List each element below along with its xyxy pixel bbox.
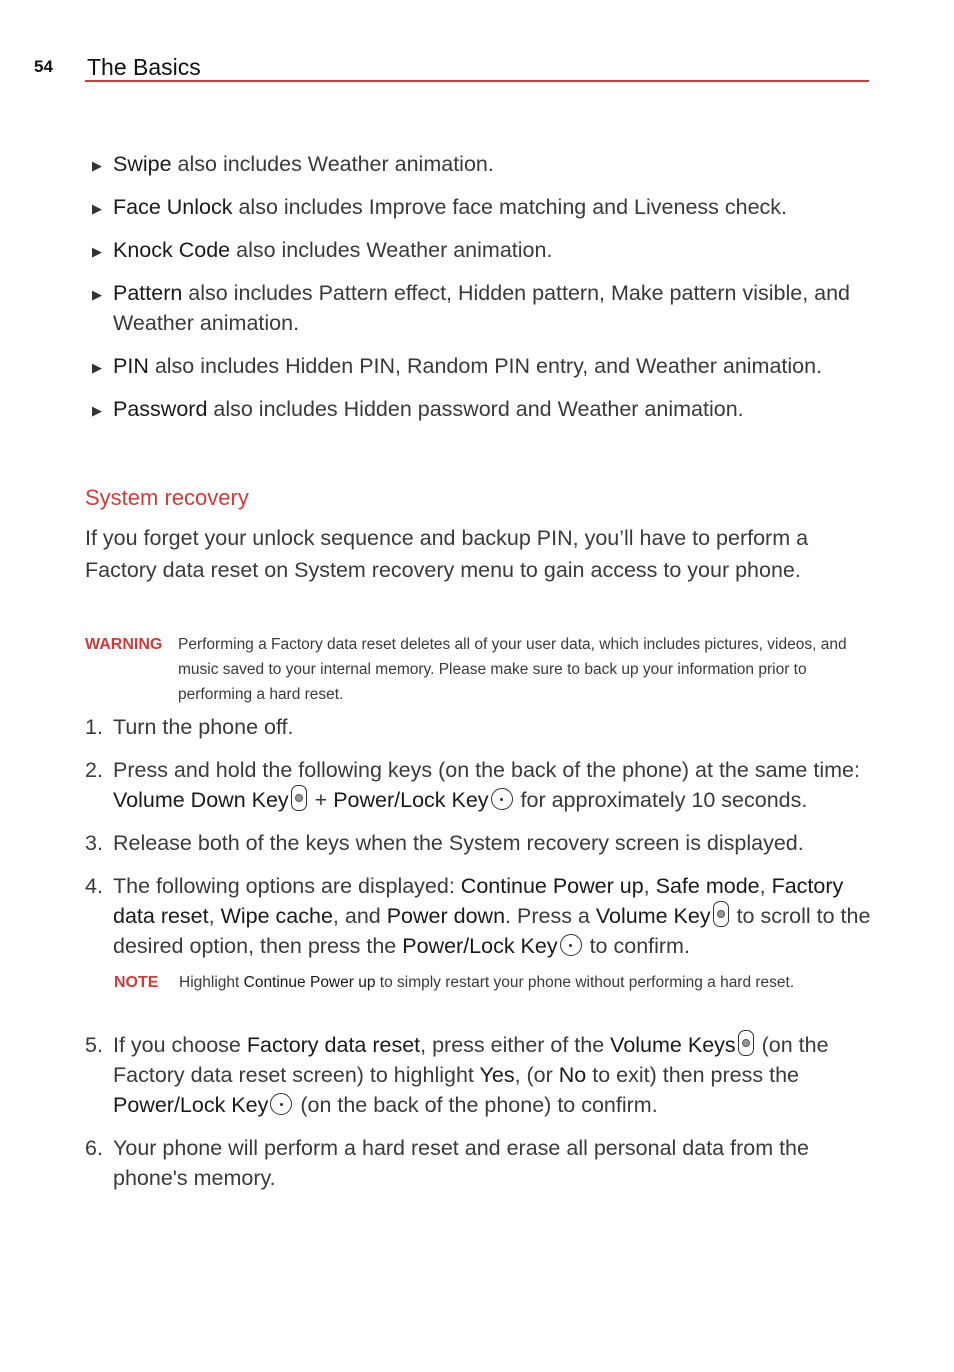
step-text: Your phone will perform a hard reset and erase all personal data from the phone's memory. (113, 1136, 809, 1190)
triangle-bullet-icon: ▶ (92, 201, 102, 216)
step-text: (on the back of the phone) to confirm. (294, 1093, 658, 1117)
step-number: 5. (85, 1033, 103, 1057)
step-text: Turn the phone off. (113, 715, 294, 739)
step-text: , (208, 904, 221, 928)
subsection-heading: System recovery (85, 485, 249, 510)
key-term: Power/Lock Key (402, 934, 558, 958)
triangle-bullet-icon: ▶ (92, 287, 102, 302)
note-text-part: Highlight (179, 974, 244, 991)
option-term: Factory data reset (113, 874, 844, 928)
step-number: 4. (85, 874, 103, 898)
step-text: The following options are displayed: (113, 874, 461, 898)
option-term: PIN (113, 354, 149, 378)
step-text: (on the Factory data reset screen) to highlight (113, 1033, 829, 1087)
option-term: Knock Code (113, 238, 231, 262)
step-text: to confirm. (583, 934, 690, 958)
step-number: 2. (85, 758, 103, 782)
power-lock-key-icon (491, 788, 513, 810)
list-item (88, 278, 868, 338)
step-text: . Press a (505, 904, 596, 928)
key-term: Volume Key (595, 904, 711, 928)
option-desc: also includes Weather animation. (230, 238, 553, 262)
step-4 (85, 871, 875, 961)
option-desc: also includes Hidden password and Weather animation. (207, 397, 744, 421)
step-text: , press either of the (420, 1033, 611, 1057)
triangle-bullet-icon: ▶ (92, 244, 102, 259)
note-text (179, 970, 849, 995)
option-term: Power down (386, 904, 506, 928)
steps-list (85, 712, 875, 1206)
step-text: + (308, 788, 334, 812)
option-term: Factory data reset (246, 1033, 421, 1057)
option-desc: also includes Improve face matching and Liveness check. (232, 195, 788, 219)
key-term: Volume Keys (610, 1033, 736, 1057)
step-text: Press and hold the following keys (on the back of the phone) at the same time: (113, 758, 860, 782)
option-desc: also includes Hidden PIN, Random PIN entry, and Weather animation. (148, 354, 823, 378)
page-number: 54 (34, 57, 53, 76)
list-item (88, 235, 868, 265)
step-text: to exit) then press the (586, 1063, 799, 1087)
step-5 (85, 1030, 875, 1120)
option-term: Safe mode (655, 874, 760, 898)
option-term: Yes (479, 1063, 515, 1087)
step-1 (85, 712, 875, 742)
step-number: 1. (85, 715, 103, 739)
list-item (88, 351, 868, 381)
power-lock-key-icon (270, 1093, 292, 1115)
step-text: , and (332, 904, 387, 928)
option-term: Password (113, 397, 208, 421)
step-2 (85, 755, 875, 815)
list-item (88, 192, 868, 222)
power-lock-key-icon (560, 934, 582, 956)
step-3 (85, 828, 875, 858)
step-text: , (643, 874, 656, 898)
key-term: Volume Down Key (113, 788, 289, 812)
step-text: If you choose (113, 1033, 247, 1057)
note-label: NOTE (114, 974, 159, 991)
warning-text: Performing a Factory data reset deletes all of your user data, which includes pictures, videos, and music saved to your internal memory. Please make sure to back up your information prior to performing a hard reset. (178, 636, 847, 703)
header-rule (85, 80, 869, 82)
list-item (88, 394, 868, 424)
step-text: , (759, 874, 772, 898)
option-term: Face Unlock (113, 195, 233, 219)
option-term: Continue Power up (243, 974, 376, 991)
note-text-part: to simply restart your phone without performing a hard reset. (375, 974, 795, 991)
triangle-bullet-icon: ▶ (92, 158, 102, 173)
option-term: Wipe cache (220, 904, 333, 928)
option-term: Continue Power up (460, 874, 644, 898)
option-desc: also includes Pattern effect, Hidden pattern, Make pattern visible, and Weather animation. (113, 281, 851, 335)
triangle-bullet-icon: ▶ (92, 360, 102, 375)
intro-paragraph: If you forget your unlock sequence and backup PIN, you’ll have to perform a Factory data reset on System recovery menu to gain access to your phone. (85, 526, 809, 582)
key-term: Power/Lock Key (113, 1093, 269, 1117)
section-title: The Basics (87, 54, 201, 80)
option-term: Pattern (113, 281, 183, 305)
lock-options-list (88, 149, 868, 437)
step-number: 6. (85, 1136, 103, 1160)
list-item (88, 149, 868, 179)
step-text: , (or (514, 1063, 559, 1087)
warning-label: WARNING (85, 636, 163, 653)
option-term: No (558, 1063, 587, 1087)
step-text: for approximately 10 seconds. (514, 788, 808, 812)
step-6 (85, 1133, 875, 1193)
option-term: Swipe (113, 152, 172, 176)
volume-key-icon (291, 785, 307, 811)
key-term: Power/Lock Key (333, 788, 489, 812)
step-text: to scroll to the desired option, then press the (113, 904, 871, 958)
option-desc: also includes Weather animation. (171, 152, 494, 176)
volume-key-icon (738, 1030, 754, 1056)
triangle-bullet-icon: ▶ (92, 403, 102, 418)
step-text: Release both of the keys when the System recovery screen is displayed. (113, 831, 804, 855)
volume-key-icon (713, 901, 729, 927)
note-callout (86, 970, 875, 1020)
step-number: 3. (85, 831, 103, 855)
